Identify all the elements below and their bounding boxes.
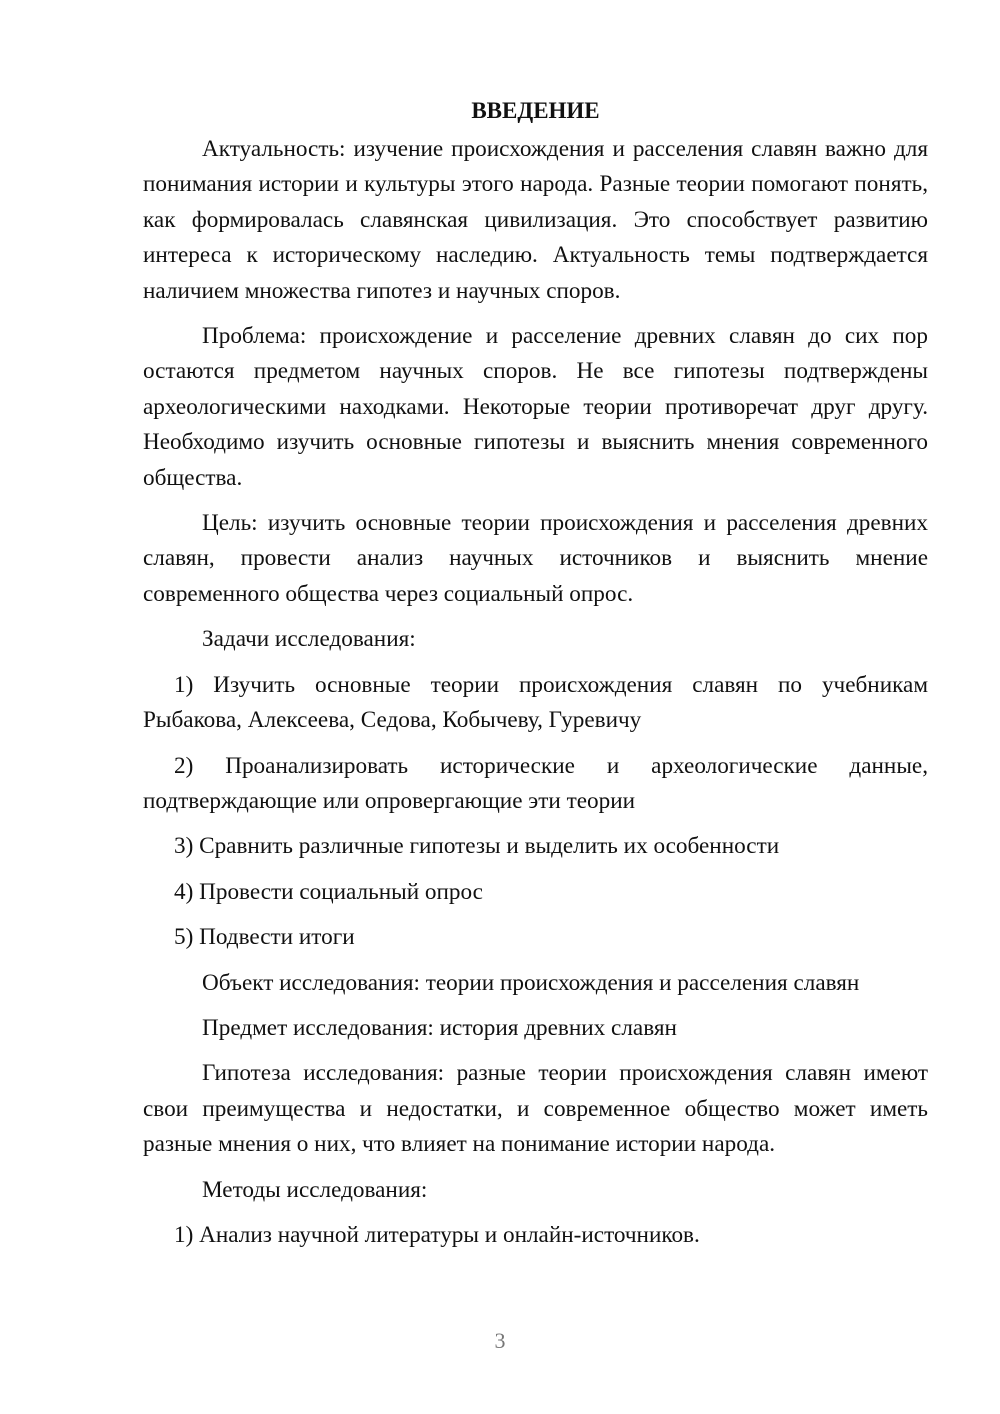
task-item: 4) Провести социальный опрос [174,878,483,905]
task-item: 5) Подвести итоги [174,924,355,951]
page-number: 3 [494,1328,506,1353]
relevance-paragraph: Актуальность: изучение происхождения и расселения славян важно для понимания истории и культуры этого народа. Разные теории помогают понять, как формировалась славянская цивилизация. Это способствует развитию интереса к историческому наследию. Актуальность темы подтверждается наличием множества гипотез и научных споров. [143,136,928,304]
goal-paragraph: Цель: изучить основные теории происхождения и расселения древних славян, провести анализ научных источников и выяснить мнение современного общества через социальный опрос. [143,510,928,607]
problem-paragraph: Проблема: происхождение и расселение древних славян до сих пор остаются предметом научных споров. Не все гипотезы подтверждены археологическими находками. Некоторые теории противоречат друг другу. Необходимо изучить основные гипотезы и выяснить мнения современного общества. [143,323,928,491]
task-item: 2) Проанализировать исторические и археологические данные, подтверждающие или опровергающие эти теории [143,752,928,814]
hypothesis-paragraph: Гипотеза исследования: разные теории происхождения славян имеют свои преимущества и недостатки, и современное общество может иметь разные мнения о них, что влияет на понимание истории народа. [143,1060,928,1158]
tasks-heading: Задачи исследования: [202,626,416,653]
object-paragraph: Объект исследования: теории происхождения и расселения славян [202,969,860,996]
section-title: ВВЕДЕНИЕ [471,98,600,123]
subject-paragraph: Предмет исследования: история древних славян [202,1014,677,1041]
task-item: 1) Изучить основные теории происхождения славян по учебникам Рыбакова, Алексеева, Седова, Кобычеву, Гуревичу [143,671,928,734]
task-item: 3) Сравнить различные гипотезы и выделить их особенности [174,833,780,860]
page-content [143,93,928,1263]
methods-heading: Методы исследования: [202,1176,428,1203]
method-item: 1) Анализ научной литературы и онлайн-источников. [174,1221,700,1248]
